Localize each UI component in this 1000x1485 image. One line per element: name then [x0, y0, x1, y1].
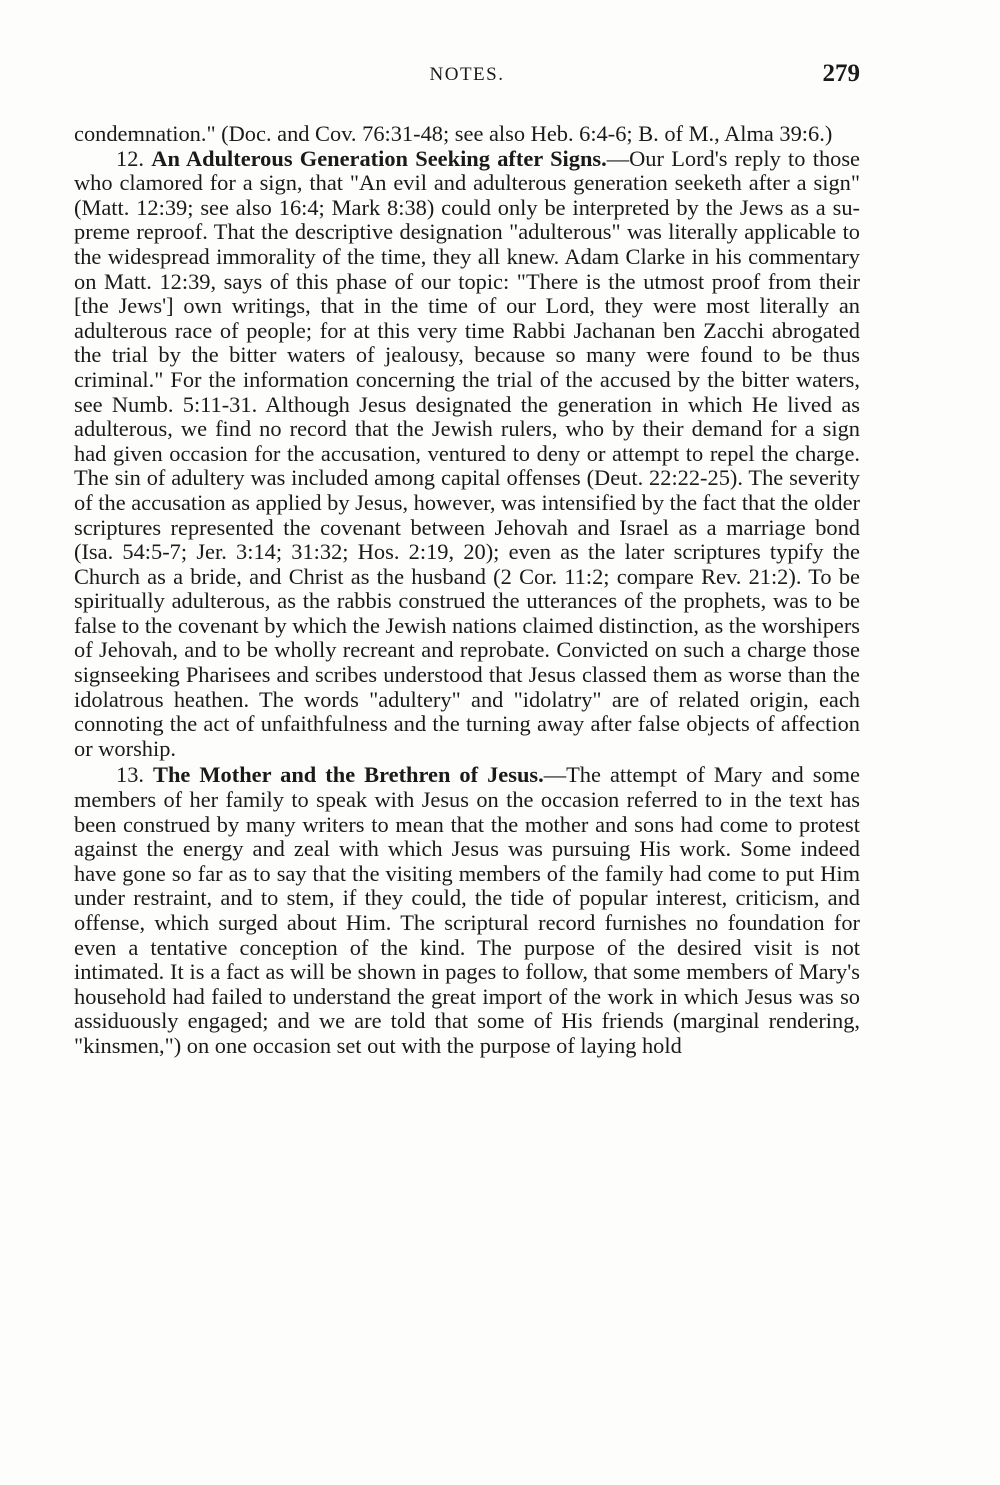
- note-heading: The Mother and the Brethren of Jesus.: [153, 762, 544, 788]
- note-body: —Our Lord's reply to those who clamored for a sign, that "An evil and adulterous generation seeketh after a sign" (Matt. 12:39; see also 16:4; Mark 8:38) could only be interpreted by the Jews as a supreme reproof. That the descriptive designation "adulterous" was literally applicable to the widespread immorality of the time, they all knew. Adam Clarke in his commentary on Matt. 12:39, says of this phase of our topic: "There is the utmost proof from their [the Jews'] own writings, that in the time of our Lord, they were most literally an adulterous race of people; for at this very time Rabbi Jachanan ben Zacchi abrogated the trial by the bitter waters of jealousy, because so many were found to be thus criminal." For the information concerning the trial of the accused by the bitter waters, see Numb. 5:11-31. Although Jesus designated the generation in which He lived as adulterous, we find no record that the Jewish rulers, who by their demand for a sign had given occasion for the accusation, ventured to deny or attempt to repel the charge. The sin of adultery was included among capital offenses (Deut. 22:22-25). The severity of the accusation as applied by Jesus, however, was intensified by the fact that the older scriptures represented the covenant between Jehovah and Israel as a marriage bond (Isa. 54:5-7; Jer. 3:14; 31:32; Hos. 2:19, 20); even as the later scriptures typify the Church as a bride, and Christ as the husband (2 Cor. 11:2; compare Rev. 21:2). To be spiritually adulterous, as the rabbis construed the utterances of the prophets, was to be false to the covenant by which the Jewish nations claimed distinction, as the worshipers of Jehovah, and to be wholly recreant and reprobate. Convicted on such a charge those signseeking Pharisees and scribes understood that Jesus classed them as worse than the idolatrous heathen. The words "adultery" and "idolatry" are of related origin, each connoting the act of unfaithfulness and the turning away after false objects of affection or worship.: [74, 145, 860, 761]
- note-heading: An Adulterous Generation Seeking after Signs.: [151, 145, 607, 171]
- note-13: [74, 763, 860, 1058]
- continued-paragraph: condemnation." (Doc. and Cov. 76:31-48; see also Heb. 6:4-6; B. of M., Alma 39:6.): [74, 121, 833, 146]
- page-number: 279: [822, 60, 860, 87]
- note-body: —The attempt of Mary and some members of her family to speak with Jesus on the occasion referred to in the text has been construed by many writers to mean that the mother and sons had come to protest against the energy and zeal with which Jesus was pursuing His work. Some indeed have gone so far as to say that the visiting members of the family had come to put Him under restraint, and to stem, if they could, the tide of popular interest, criticism, and offense, which surged about Him. The scriptural record furnishes no foundation for even a tentative conception of the kind. The purpose of the desired visit is not intimated. It is a fact as will be shown in pages to follow, that some members of Mary's household had failed to understand the great import of the work in which Jesus was so assiduously engaged; and we are told that some of His friends (marginal rendering, "kinsmen,") on one occasion set out with the purpose of laying hold: [74, 762, 860, 1058]
- note-number: 12.: [116, 145, 144, 171]
- note-number: 13.: [116, 762, 144, 788]
- running-title: NOTES.: [429, 64, 505, 85]
- body-text: [74, 122, 860, 1059]
- note-12: [74, 147, 860, 762]
- running-header: [74, 60, 860, 92]
